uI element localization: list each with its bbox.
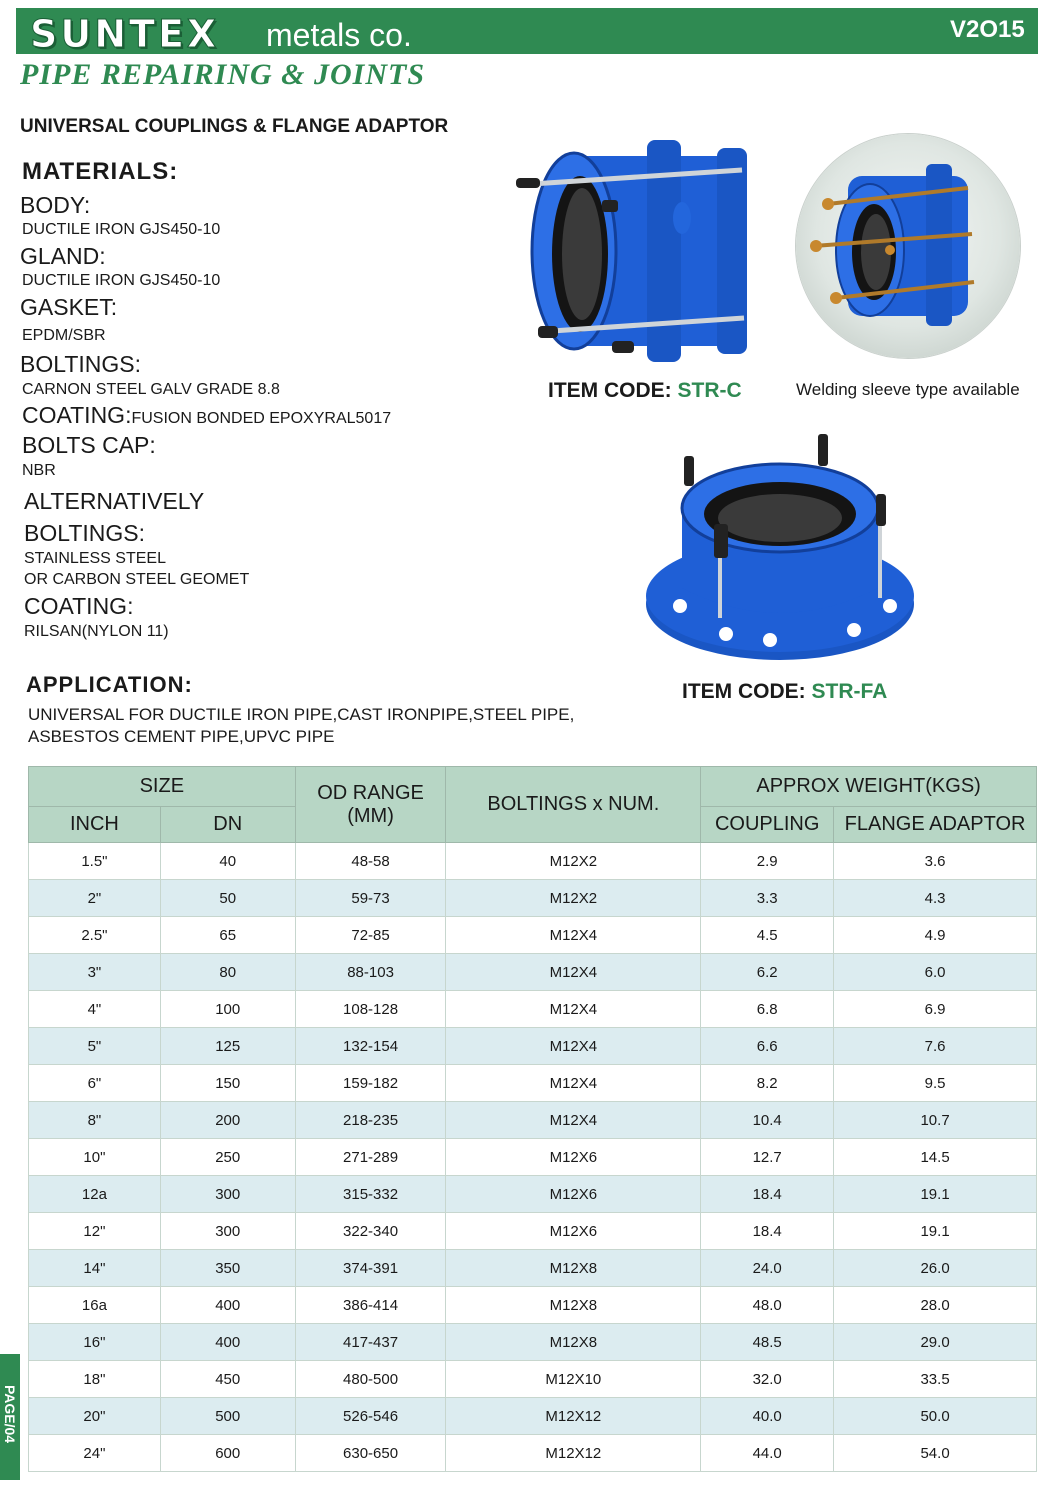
table-row (29, 1139, 1037, 1176)
boltings-cell: M12X4 (446, 1065, 701, 1102)
boltings-cell: M12X12 (446, 1435, 701, 1472)
inch-cell: 12" (29, 1213, 161, 1250)
dn-cell: 400 (160, 1287, 295, 1324)
catalog-subtitle: PIPE REPAIRING & JOINTS (20, 58, 426, 91)
boltings-value: CARNON STEEL GALV GRADE 8.8 (22, 381, 280, 398)
table-row (29, 1398, 1037, 1435)
flange-weight-cell: 3.6 (834, 843, 1037, 880)
inch-cell: 24" (29, 1435, 161, 1472)
welding-sleeve-image (808, 150, 1008, 340)
coating-value: FUSION BONDED EPOXYRAL5017 (131, 410, 392, 427)
boltings-cell: M12X8 (446, 1287, 701, 1324)
inch-cell: 3" (29, 954, 161, 991)
coupling-weight-cell: 6.8 (701, 991, 834, 1028)
flange-weight-cell: 9.5 (834, 1065, 1037, 1102)
table-row (29, 843, 1037, 880)
dn-cell: 400 (160, 1324, 295, 1361)
table-row (29, 1176, 1037, 1213)
inch-cell: 8" (29, 1102, 161, 1139)
od-range-cell: 417-437 (295, 1324, 446, 1361)
dn-cell: 450 (160, 1361, 295, 1398)
alt-coating-label: COATING: (24, 593, 134, 619)
inch-cell: 5" (29, 1028, 161, 1065)
table-row (29, 1102, 1037, 1139)
version-label: V2O15 (950, 16, 1025, 43)
dn-cell: 500 (160, 1398, 295, 1435)
od-range-cell: 132-154 (295, 1028, 446, 1065)
inch-cell: 10" (29, 1139, 161, 1176)
dn-header: DN (160, 807, 295, 843)
gland-label: GLAND: (20, 243, 106, 269)
boltings-header: BOLTINGS x NUM. (446, 767, 701, 843)
table-row (29, 1065, 1037, 1102)
inch-cell: 14" (29, 1250, 161, 1287)
coupling-item-code (548, 379, 742, 403)
gasket-value: EPDM/SBR (22, 327, 106, 344)
flange-item-code (682, 680, 887, 704)
dn-cell: 80 (160, 954, 295, 991)
od-range-cell: 48-58 (295, 843, 446, 880)
inch-cell: 2.5" (29, 917, 161, 954)
od-range-cell: 526-546 (295, 1398, 446, 1435)
coupling-weight-cell: 6.2 (701, 954, 834, 991)
application-heading: APPLICATION: (26, 672, 193, 697)
alternatively-label: ALTERNATIVELY (24, 488, 205, 514)
od-range-cell: 218-235 (295, 1102, 446, 1139)
boltings-cell: M12X6 (446, 1176, 701, 1213)
coupling-weight-header: COUPLING (701, 807, 834, 843)
od-range-cell: 315-332 (295, 1176, 446, 1213)
od-range-cell: 386-414 (295, 1287, 446, 1324)
coupling-product-image (512, 126, 782, 376)
coupling-weight-cell: 48.0 (701, 1287, 834, 1324)
flange-weight-cell: 6.9 (834, 991, 1037, 1028)
flange-weight-cell: 28.0 (834, 1287, 1037, 1324)
flange-weight-cell: 50.0 (834, 1398, 1037, 1435)
alt-boltings-value-1: STAINLESS STEEL (24, 550, 166, 567)
od-range-cell: 374-391 (295, 1250, 446, 1287)
brand-suffix: metals co. (266, 17, 412, 53)
flange-weight-cell: 7.6 (834, 1028, 1037, 1065)
inch-cell: 16" (29, 1324, 161, 1361)
boltings-cell: M12X6 (446, 1213, 701, 1250)
coupling-weight-cell: 12.7 (701, 1139, 834, 1176)
page-number-tab (0, 1354, 20, 1480)
flange-item-code-label: ITEM CODE: (682, 680, 806, 703)
product-title: UNIVERSAL COUPLINGS & FLANGE ADAPTOR (20, 116, 449, 137)
body-label: BODY: (20, 192, 91, 218)
coupling-weight-cell: 3.3 (701, 880, 834, 917)
flange-weight-cell: 19.1 (834, 1213, 1037, 1250)
table-row (29, 1287, 1037, 1324)
od-range-cell: 72-85 (295, 917, 446, 954)
flange-weight-cell: 33.5 (834, 1361, 1037, 1398)
table-row (29, 1324, 1037, 1361)
coupling-weight-cell: 40.0 (701, 1398, 834, 1435)
inch-header: INCH (29, 807, 161, 843)
alt-boltings-label: BOLTINGS: (24, 520, 145, 546)
od-range-cell: 271-289 (295, 1139, 446, 1176)
table-row (29, 1213, 1037, 1250)
flange-weight-cell: 6.0 (834, 954, 1037, 991)
boltings-label: BOLTINGS: (20, 351, 141, 377)
alt-coating-value: RILSAN(NYLON 11) (24, 623, 169, 640)
application-line-1: UNIVERSAL FOR DUCTILE IRON PIPE,CAST IRONPIPE,STEEL PIPE, (28, 705, 575, 724)
inch-cell: 2" (29, 880, 161, 917)
dn-cell: 300 (160, 1213, 295, 1250)
od-range-cell: 480-500 (295, 1361, 446, 1398)
boltings-cell: M12X4 (446, 991, 701, 1028)
dn-cell: 50 (160, 880, 295, 917)
brand-name: SUNTEX (30, 12, 220, 56)
boltings-cell: M12X8 (446, 1250, 701, 1287)
application-line-2: ASBESTOS CEMENT PIPE,UPVC PIPE (28, 727, 335, 746)
coating-row (22, 402, 391, 429)
inch-cell: 6" (29, 1065, 161, 1102)
flange-weight-cell: 54.0 (834, 1435, 1037, 1472)
boltings-cell: M12X12 (446, 1398, 701, 1435)
flange-weight-cell: 14.5 (834, 1139, 1037, 1176)
coupling-weight-cell: 4.5 (701, 917, 834, 954)
table-row (29, 991, 1037, 1028)
table-row (29, 1028, 1037, 1065)
table-row (29, 880, 1037, 917)
bolts-cap-value: NBR (22, 462, 56, 479)
od-range-cell: 59-73 (295, 880, 446, 917)
dn-cell: 150 (160, 1065, 295, 1102)
dn-cell: 65 (160, 917, 295, 954)
boltings-cell: M12X8 (446, 1324, 701, 1361)
coupling-weight-cell: 2.9 (701, 843, 834, 880)
inch-cell: 20" (29, 1398, 161, 1435)
od-range-header (295, 767, 446, 843)
boltings-cell: M12X2 (446, 880, 701, 917)
dn-cell: 100 (160, 991, 295, 1028)
table-row (29, 1435, 1037, 1472)
boltings-cell: M12X4 (446, 1102, 701, 1139)
body-value: DUCTILE IRON GJS450-10 (22, 221, 221, 238)
coupling-weight-cell: 18.4 (701, 1213, 834, 1250)
coupling-item-code-label: ITEM CODE: (548, 379, 672, 402)
dn-cell: 600 (160, 1435, 295, 1472)
inch-cell: 1.5" (29, 843, 161, 880)
size-header: SIZE (29, 767, 296, 807)
flange-item-code-value: STR-FA (811, 680, 888, 703)
coupling-weight-cell: 10.4 (701, 1102, 834, 1139)
boltings-cell: M12X4 (446, 954, 701, 991)
welding-sleeve-note: Welding sleeve type available (796, 380, 1020, 399)
dn-cell: 250 (160, 1139, 295, 1176)
inch-cell: 18" (29, 1361, 161, 1398)
materials-heading: MATERIALS: (22, 158, 179, 185)
dn-cell: 200 (160, 1102, 295, 1139)
od-range-cell: 159-182 (295, 1065, 446, 1102)
dn-cell: 350 (160, 1250, 295, 1287)
flange-weight-cell: 4.3 (834, 880, 1037, 917)
spec-table-body (29, 843, 1037, 1472)
inch-cell: 12a (29, 1176, 161, 1213)
od-range-unit: (MM) (347, 804, 394, 827)
table-row (29, 917, 1037, 954)
od-range-cell: 108-128 (295, 991, 446, 1028)
coupling-weight-cell: 18.4 (701, 1176, 834, 1213)
spec-table (28, 766, 1037, 1472)
table-row (29, 954, 1037, 991)
inch-cell: 4" (29, 991, 161, 1028)
alt-boltings-value-2: OR CARBON STEEL GEOMET (24, 571, 250, 588)
dn-cell: 40 (160, 843, 295, 880)
dn-cell: 300 (160, 1176, 295, 1213)
coupling-weight-cell: 32.0 (701, 1361, 834, 1398)
boltings-cell: M12X2 (446, 843, 701, 880)
flange-weight-cell: 29.0 (834, 1324, 1037, 1361)
dn-cell: 125 (160, 1028, 295, 1065)
boltings-cell: M12X4 (446, 1028, 701, 1065)
bolts-cap-label: BOLTS CAP: (22, 432, 156, 458)
boltings-cell: M12X4 (446, 917, 701, 954)
weight-header: APPROX WEIGHT(KGS) (701, 767, 1037, 807)
page-number-label: PAGE/04 (2, 1384, 18, 1444)
flange-weight-cell: 4.9 (834, 917, 1037, 954)
coupling-weight-cell: 44.0 (701, 1435, 834, 1472)
table-row (29, 1361, 1037, 1398)
od-range-cell: 322-340 (295, 1213, 446, 1250)
coupling-weight-cell: 48.5 (701, 1324, 834, 1361)
flange-weight-header: FLANGE ADAPTOR (834, 807, 1037, 843)
coupling-weight-cell: 24.0 (701, 1250, 834, 1287)
table-row (29, 1250, 1037, 1287)
boltings-cell: M12X10 (446, 1361, 701, 1398)
coating-label: COATING: (22, 402, 132, 428)
gasket-label: GASKET: (20, 294, 118, 320)
coupling-weight-cell: 6.6 (701, 1028, 834, 1065)
coupling-weight-cell: 8.2 (701, 1065, 834, 1102)
inch-cell: 16a (29, 1287, 161, 1324)
flange-adaptor-product-image (640, 428, 920, 672)
od-range-label: OD RANGE (317, 781, 424, 804)
od-range-cell: 88-103 (295, 954, 446, 991)
boltings-cell: M12X6 (446, 1139, 701, 1176)
coupling-item-code-value: STR-C (677, 379, 742, 402)
flange-weight-cell: 19.1 (834, 1176, 1037, 1213)
gland-value: DUCTILE IRON GJS450-10 (22, 272, 221, 289)
flange-weight-cell: 26.0 (834, 1250, 1037, 1287)
flange-weight-cell: 10.7 (834, 1102, 1037, 1139)
od-range-cell: 630-650 (295, 1435, 446, 1472)
